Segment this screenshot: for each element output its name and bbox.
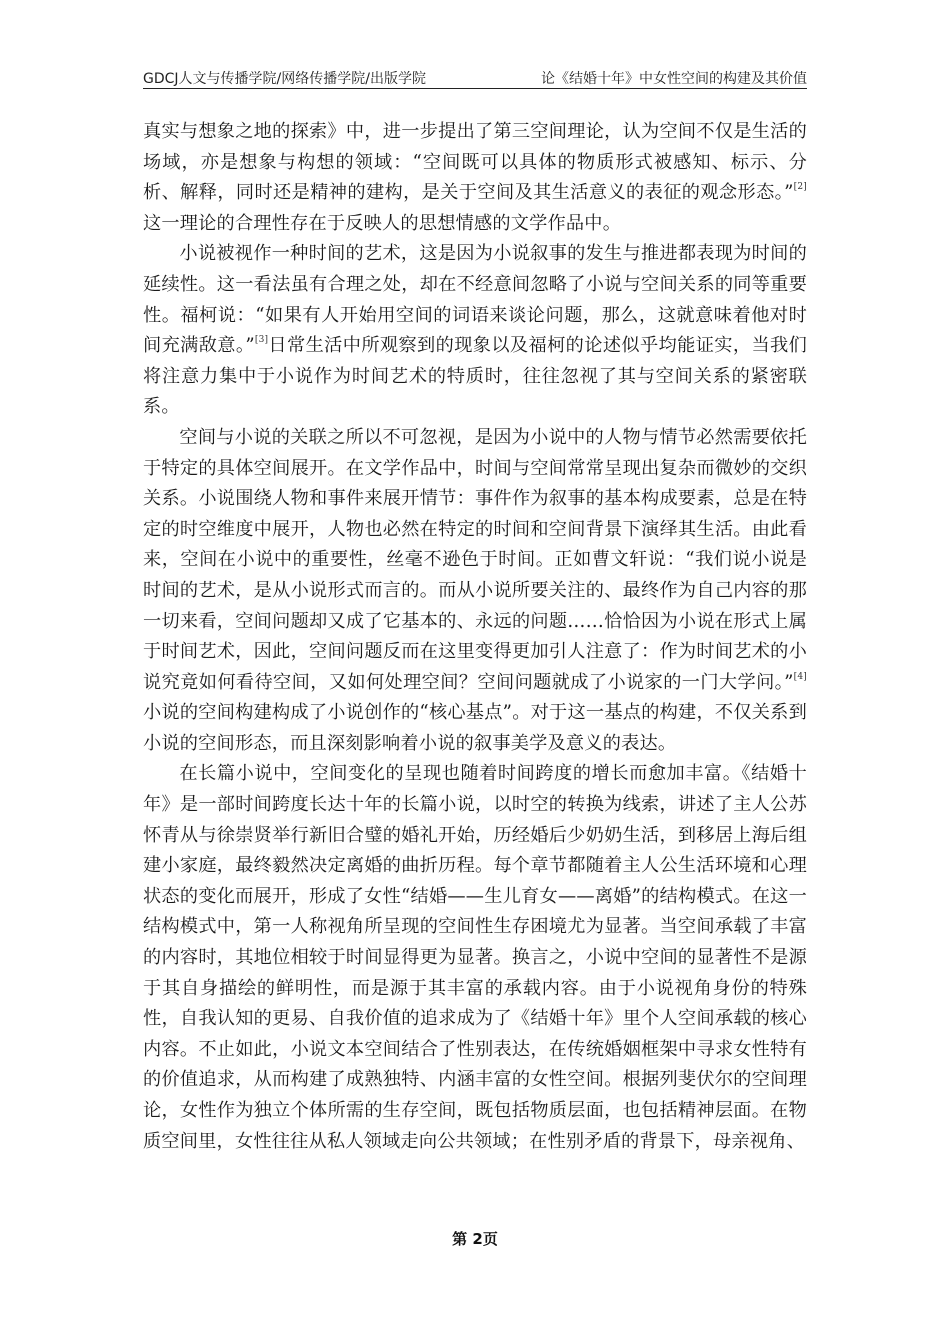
paragraph-text: 这一理论的合理性存在于反映人的思想情感的文学作品中。 bbox=[143, 212, 622, 234]
paragraph-text: 小说的空间构建构成了小说创作的“核心基点”。对于这一基点的构建，不仅关系到小说的空间形态，而且深刻影响着小说的叙事美学及意义的表达。 bbox=[143, 702, 807, 754]
paragraph-text: 日常生活中所观察到的现象以及福柯的论述似乎均能证实，当我们将注意力集中于小说作为时间艺术的特质时，往往忽视了其与空间关系的紧密联系。 bbox=[143, 335, 807, 418]
page-header bbox=[143, 66, 807, 89]
citation-mark: [2] bbox=[793, 182, 807, 193]
paragraph bbox=[143, 759, 807, 1157]
paragraph bbox=[143, 117, 807, 239]
paragraph-text: 小说被视作一种时间的艺术，这是因为小说叙事的发生与推进都表现为时间的延续性。这一看法虽有合理之处，却在不经意间忽略了小说与空间关系的同等重要性。福柯说：“如果有人开始用空间的词语来谈论问题，那么，这就意味着他对时间充满敌意。” bbox=[143, 243, 807, 357]
citation-mark: [3] bbox=[254, 335, 269, 346]
citation-mark: [4] bbox=[793, 671, 807, 682]
paragraph bbox=[143, 423, 807, 760]
body-text bbox=[143, 117, 807, 1157]
paragraph bbox=[143, 239, 807, 423]
paragraph-text: 空间与小说的关联之所以不可忽视，是因为小说中的人物与情节必然需要依托于特定的具体空间展开。在文学作品中，时间与空间常常呈现出复杂而微妙的交织关系。小说围绕人物和事件来展开情节：事件作为叙事的基本构成要素，总是在特定的时空维度中展开，人物也必然在特定的时间和空间背景下演绎其生活。由此看来，空间在小说中的重要性，丝毫不逊色于时间。正如曹文轩说：“我们说小说是时间的艺术，是从小说形式而言的。而从小说所要关注的、最终作为自己内容的那一切来看，空间问题却又成了它基本的、永远的问题……恰恰因为小说在形式上属于时间艺术，因此，空间问题反而在这里变得更加引人注意了：作为时间艺术的小说究竟如何看待空间，又如何处理空间？空间问题就成了小说家的一门大学问。” bbox=[143, 426, 807, 693]
header-paper-title: 论《结婚十年》中女性空间的构建及其价值 bbox=[541, 71, 807, 87]
paragraph-text: 在长篇小说中，空间变化的呈现也随着时间跨度的增长而愈加丰富。《结婚十年》是一部时间跨度长达十年的长篇小说，以时空的转换为线索，讲述了主人公苏怀青从与徐崇贤举行新旧合璧的婚礼开始，历经婚后少奶奶生活，到移居上海后组建小家庭，最终毅然决定离婚的曲折历程。每个章节都随着主人公生活环境和心理状态的变化而展开，形成了女性“结婚——生儿育女——离婚”的结构模式。在这一结构模式中，第一人称视角所呈现的空间性生存困境尤为显著。当空间承载了丰富的内容时，其地位相较于时间显得更为显著。换言之，小说中空间的显著性不是源于其自身描绘的鲜明性，而是源于其丰富的承载内容。由于小说视角身份的特殊性，自我认知的更易、自我价值的追求成为了《结婚十年》里个人空间承载的核心内容。不止如此，小说文本空间结合了性别表达，在传统婚姻框架中寻求女性特有的价值追求，从而构建了成熟独特、内涵丰富的女性空间。根据列斐伏尔的空间理论，女性作为独立个体所需的生存空间，既包括物质层面，也包括精神层面。在物质空间里，女性往往从私人领域走向公共领域；在性别矛盾的背景下，母亲视角、 bbox=[143, 763, 807, 1152]
header-institution: GDCJ人文与传播学院/网络传播学院/出版学院 bbox=[143, 71, 426, 87]
page-number: 第 2页 bbox=[452, 1230, 498, 1248]
paragraph-text: 真实与想象之地的探索》中，进一步提出了第三空间理论，认为空间不仅是生活的场域，亦是想象与构想的领域：“空间既可以具体的物质形式被感知、标示、分析、解释，同时还是精神的建构，是关于空间及其生活意义的表征的观念形态。” bbox=[143, 121, 807, 204]
